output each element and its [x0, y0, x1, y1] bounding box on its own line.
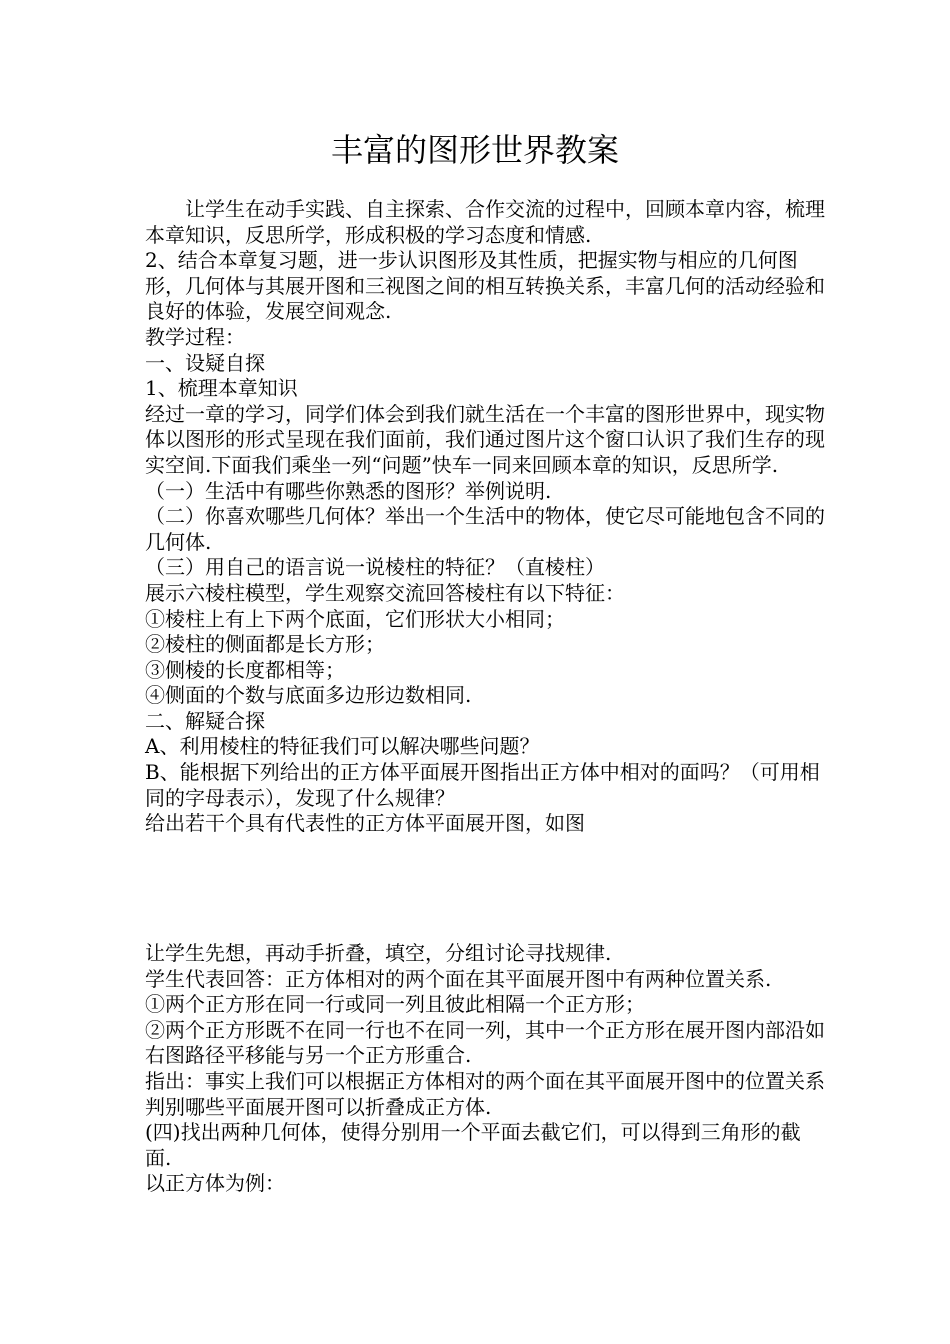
paragraph-student-answer: 学生代表回答：正方体相对的两个面在其平面展开图中有两种位置关系.: [145, 966, 772, 991]
prism-feature-4: ④侧面的个数与底面多边形边数相同.: [145, 683, 472, 708]
paragraph-activity: 让学生先想，再动手折叠，填空，分组讨论寻找规律.: [145, 941, 612, 965]
heading-sub-1: 1、梳理本章知识: [145, 376, 298, 401]
paragraph-nets: 给出若干个具有代表性的正方体平面展开图，如图: [145, 811, 585, 836]
question-1: （一）生活中有哪些你熟悉的图形？举例说明.: [145, 478, 552, 503]
question-4: (四)找出两种几何体，使得分别用一个平面去截它们，可以得到三角形的截面.: [145, 1120, 801, 1170]
paragraph-prism-model: 展示六棱柱模型，学生观察交流回答棱柱有以下特征：: [145, 580, 625, 605]
prism-feature-1: ①棱柱上有上下两个底面，它们形状大小相同；: [145, 606, 565, 631]
heading-teaching-process: 教学过程：: [145, 324, 245, 349]
document-title: 丰富的图形世界教案: [330, 131, 619, 169]
question-b: B、能根据下列给出的正方体平面展开图指出正方体中相对的面吗？（可用相同的字母表示），发现了什么规律？: [145, 760, 820, 810]
paragraph-cube-example: 以正方体为例：: [145, 1171, 285, 1196]
heading-part-1: 一、设疑自探: [145, 350, 265, 375]
heading-part-2: 二、解疑合探: [145, 708, 265, 733]
question-a: A、利用棱柱的特征我们可以解决哪些问题？: [145, 734, 540, 759]
paragraph-intro: 经过一章的学习，同学们体会到我们就生活在一个丰富的图形世界中，现实物体以图形的形式呈现在我们面前，我们通过图片这个窗口认识了我们生存的现实空间.下面我们乘坐一列“问题”快车一同来回顾本章的知识，反思所学.: [145, 401, 825, 477]
text-block-1: [145, 197, 825, 837]
paragraph-goal-2: 2、结合本章复习题，进一步认识图形及其性质，把握实物与相应的几何图形，几何体与其展开图和三视图之间的相互转换关系，丰富几何的活动经验和良好的体验，发展空间观念.: [145, 248, 825, 324]
relation-1: ①两个正方形在同一行或同一列且彼此相隔一个正方形；: [145, 992, 645, 1017]
question-3: （三）用自己的语言说一说棱柱的特征？（直棱柱）: [145, 555, 605, 580]
question-2: （二）你喜欢哪些几何体？举出一个生活中的物体，使它尽可能地包含不同的几何体.: [145, 504, 825, 554]
prism-feature-3: ③侧棱的长度都相等；: [145, 657, 345, 682]
paragraph-conclusion: 指出：事实上我们可以根据正方体相对的两个面在其平面展开图中的位置关系判别哪些平面展开图可以折叠成正方体.: [145, 1068, 825, 1119]
text-block-2: [145, 941, 825, 1197]
prism-feature-2: ②棱柱的侧面都是长方形；: [145, 632, 385, 657]
relation-2: ②两个正方形既不在同一行也不在同一列，其中一个正方形在展开图内部沿如右图路径平移能与另一个正方形重合.: [145, 1017, 825, 1068]
paragraph-goal-1: 让学生在动手实践、自主探索、合作交流的过程中，回顾本章内容，梳理本章知识，反思所学，形成积极的学习态度和情感.: [145, 197, 825, 247]
